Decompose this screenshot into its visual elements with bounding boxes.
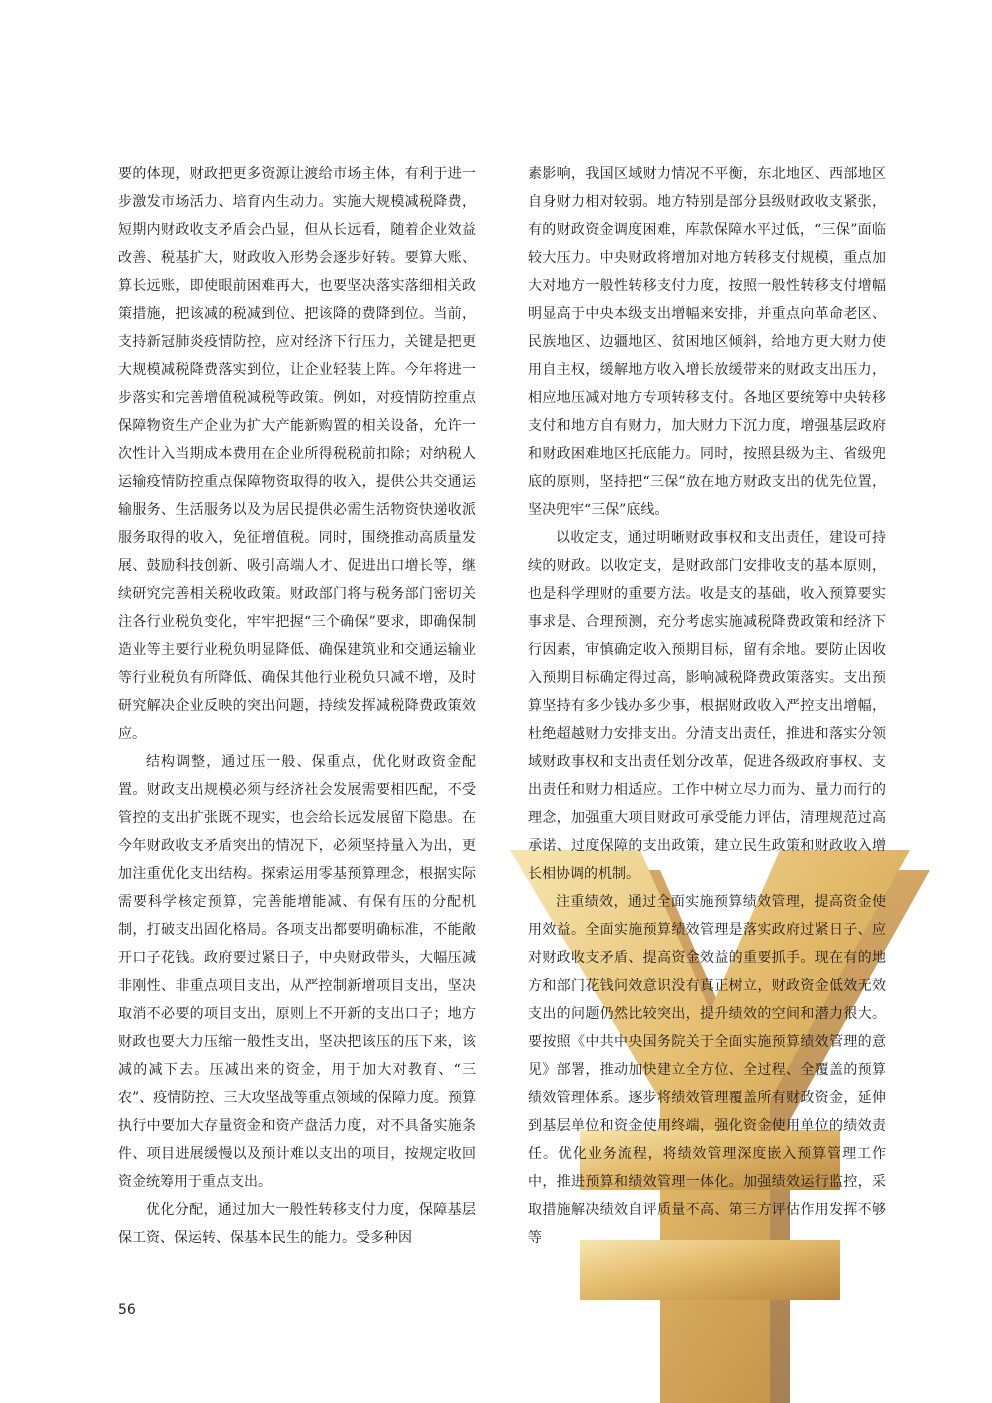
page-number: 56	[118, 1302, 136, 1318]
paragraph: 要的体现，财政把更多资源让渡给市场主体，有利于进一步激发市场活力、培育内生动力。实施大规模减税降费，短期内财政收支矛盾会凸显，但从长远看，随着企业效益改善、税基扩大，财政收入形势会逐步好转。要算大账、算长远账，即使眼前困难再大，也要坚决落实落细相关政策措施，把该减的税减到位、把该降的费降到位。当前，支持新冠肺炎疫情防控，应对经济下行压力，关键是把更大规模减税降费落实到位，让企业轻装上阵。今年将进一步落实和完善增值税减税等政策。例如，对疫情防控重点保障物资生产企业为扩大产能新购置的相关设备，允许一次性计入当期成本费用在企业所得税税前扣除；对纳税人运输疫情防控重点保障物资取得的收入，提供公共交通运输服务、生活服务以及为居民提供必需生活物资快递收派服务取得的收入，免征增值税。同时，围绕推动高质量发展、鼓励科技创新、吸引高端人才、促进出口增长等，继续研究完善相关税收政策。财政部门将与税务部门密切关注各行业税负变化，牢牢把握“三个确保”要求，即确保制造业等主要行业税负明显降低、确保建筑业和交通运输业等行业税负有所降低、确保其他行业税负只减不增，及时研究解决企业反映的突出问题，持续发挥减税降费政策效应。	[118, 166, 476, 742]
paragraph: 注重绩效，通过全面实施预算绩效管理，提高资金使用效益。全面实施预算绩效管理是落实政府过紧日子、应对财政收支矛盾、提高资金效益的重要抓手。现在有的地方和部门花钱问效意识没有真正树立，财政资金低效无效支出的问题仍然比较突出，提升绩效的空间和潜力很大。要按照《中共中央国务院关于全面实施预算绩效管理的意见》部署，推动加快建立全方位、全过程、全覆盖的预算绩效管理体系。逐步将绩效管理覆盖所有财政资金，延伸到基层单位和资金使用终端，强化资金使用单位的绩效责任。优化业务流程，将绩效管理深度嵌入预算管理工作中，推进预算和绩效管理一体化。加强绩效运行监控，采取措施解决绩效自评质量不高、第三方评估作用发挥不够等	[528, 894, 886, 1246]
paragraph: 优化分配，通过加大一般性转移支付力度，保障基层保工资、保运转、保基本民生的能力。受多种因	[118, 1202, 476, 1246]
left-text-column	[118, 160, 476, 1252]
right-text-column	[528, 160, 886, 1252]
paragraph: 以收定支，通过明晰财政事权和支出责任，建设可持续的财政。以收定支，是财政部门安排收支的基本原则，也是科学理财的重要方法。收是支的基础，收入预算要实事求是、合理预测，充分考虑实施减税降费政策和经济下行因素，审慎确定收入预期目标，留有余地。要防止因收入预期目标确定得过高，影响减税降费政策落实。支出预算坚持有多少钱办多少事，根据财政收入严控支出增幅，杜绝超越财力安排支出。分清支出责任，推进和落实分领域财政事权和支出责任划分改革，促进各级政府事权、支出责任和财力相适应。工作中树立尽力而为、量力而行的理念，加强重大项目财政可承受能力评估，清理规范过高承诺、过度保障的支出政策，建立民生政策和财政收入增长相协调的机制。	[528, 530, 886, 882]
paragraph: 素影响，我国区域财力情况不平衡，东北地区、西部地区自身财力相对较弱。地方特别是部分县级财政收支紧张，有的财政资金调度困难，库款保障水平过低，“三保”面临较大压力。中央财政将增加对地方转移支付规模，重点加大对地方一般性转移支付力度，按照一般性转移支付增幅明显高于中央本级支出增幅来安排，并重点向革命老区、民族地区、边疆地区、贫困地区倾斜，给地方更大财力使用自主权，缓解地方收入增长放缓带来的财政支出压力，相应地压减对地方专项转移支付。各地区要统筹中央转移支付和地方自有财力，加大财力下沉力度，增强基层政府和财政困难地区托底能力。同时，按照县级为主、省级兜底的原则，坚持把“三保”放在地方财政支出的优先位置，坚决兜牢“三保”底线。	[528, 166, 886, 518]
paragraph: 结构调整，通过压一般、保重点，优化财政资金配置。财政支出规模必须与经济社会发展需要相匹配，不受管控的支出扩张既不现实，也会给长远发展留下隐患。在今年财政收支矛盾突出的情况下，必须坚持量入为出，更加注重优化支出结构。探索运用零基预算理念，根据实际需要科学核定预算，完善能增能减、有保有压的分配机制，打破支出固化格局。各项支出都要明确标准，不能敞开口子花钱。政府要过紧日子，中央财政带头，大幅压减非刚性、非重点项目支出，从严控制新增项目支出，坚决取消不必要的项目支出，原则上不开新的支出口子；地方财政也要大力压缩一般性支出，坚决把该压的压下来，该减的减下去。压减出来的资金，用于加大对教育、“三农”、疫情防控、三大攻坚战等重点领域的保障力度。预算执行中要加大存量资金和资产盘活力度，对不具备实施条件、项目进展缓慢以及预计难以支出的项目，按规定收回资金统筹用于重点支出。	[118, 754, 476, 1190]
